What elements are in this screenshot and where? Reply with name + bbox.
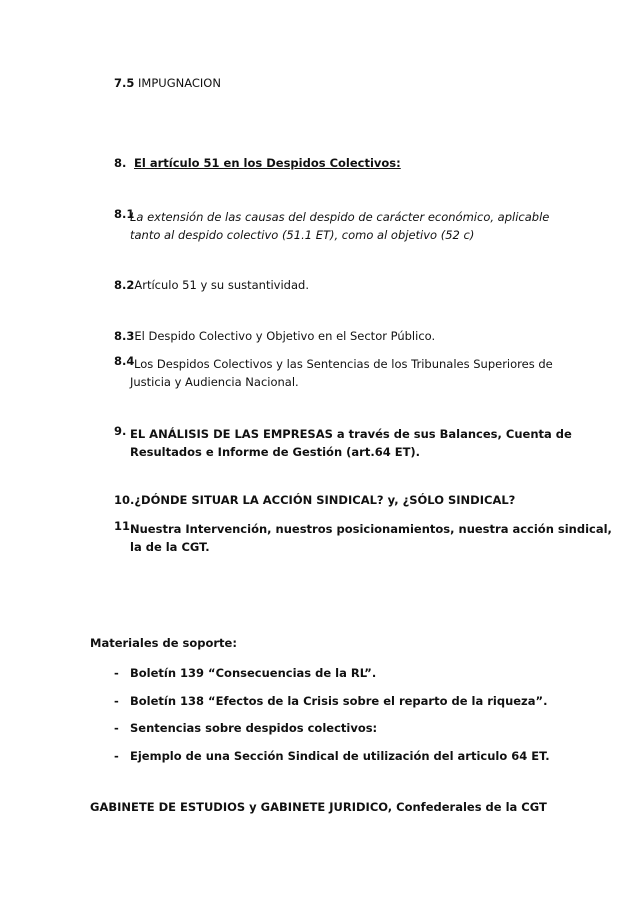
- section-text-line-1: Nuestra Intervención, nuestros posicionamientos, nuestra acción sindical,: [130, 522, 612, 536]
- bullet-dash: -: [114, 749, 119, 763]
- section-title: Artículo 51 y su sustantividad.: [134, 278, 309, 292]
- section-title: IMPUGNACION: [138, 76, 221, 90]
- list-item-text: Sentencias sobre despidos colectivos:: [130, 721, 378, 735]
- section-8: [114, 156, 401, 170]
- section-8-3: [114, 329, 435, 343]
- section-number: 8.3: [114, 329, 135, 343]
- section-text-line-1: EL ANÁLISIS DE LAS EMPRESAS a través de sus Balances, Cuenta de: [130, 427, 572, 441]
- section-title: El artículo 51 en los Despidos Colectivos:: [134, 156, 401, 170]
- section-text-line-1: La extensión de las causas del despido de carácter económico, aplicable: [130, 210, 550, 224]
- footer-signature: GABINETE DE ESTUDIOS y GABINETE JURIDICO, Confederales de la CGT: [90, 800, 547, 814]
- section-title: El Despido Colectivo y Objetivo en el Sector Público.: [134, 329, 436, 343]
- section-number: 8.: [114, 156, 127, 170]
- section-number: 8.1: [114, 207, 135, 221]
- section-text-line-2: Resultados e Informe de Gestión (art.64 ET).: [130, 445, 421, 459]
- section-7-5: [114, 76, 221, 90]
- section-text-line-1: Los Despidos Colectivos y las Sentencias de los Tribunales Superiores de: [134, 357, 553, 371]
- section-number: 7.5: [114, 76, 135, 90]
- section-number: 10.: [114, 493, 135, 507]
- section-10: [114, 493, 515, 507]
- bullet-dash: -: [114, 694, 119, 708]
- section-text-line-2: Justicia y Audiencia Nacional.: [130, 375, 299, 389]
- section-number: 9.: [114, 424, 127, 438]
- list-item-text: Boletín 138 “Efectos de la Crisis sobre el reparto de la riqueza”.: [130, 694, 548, 708]
- section-title: ¿DÓNDE SITUAR LA ACCIÓN SINDICAL? y, ¿SÓLO SINDICAL?: [134, 493, 516, 507]
- bullet-dash: -: [114, 721, 119, 735]
- materials-heading: Materiales de soporte:: [90, 636, 237, 650]
- section-number: 11.: [114, 519, 135, 533]
- section-text-line-2: la de la CGT.: [130, 540, 210, 554]
- list-item-text: Boletín 139 “Consecuencias de la RL”.: [130, 666, 377, 680]
- section-8-2: [114, 278, 309, 292]
- section-text-line-2: tanto al despido colectivo (51.1 ET), como al objetivo (52 c): [130, 228, 475, 242]
- list-item-text: Ejemplo de una Sección Sindical de utilización del articulo 64 ET.: [130, 749, 550, 763]
- bullet-dash: -: [114, 666, 119, 680]
- section-number: 8.2: [114, 278, 135, 292]
- section-number: 8.4: [114, 354, 135, 368]
